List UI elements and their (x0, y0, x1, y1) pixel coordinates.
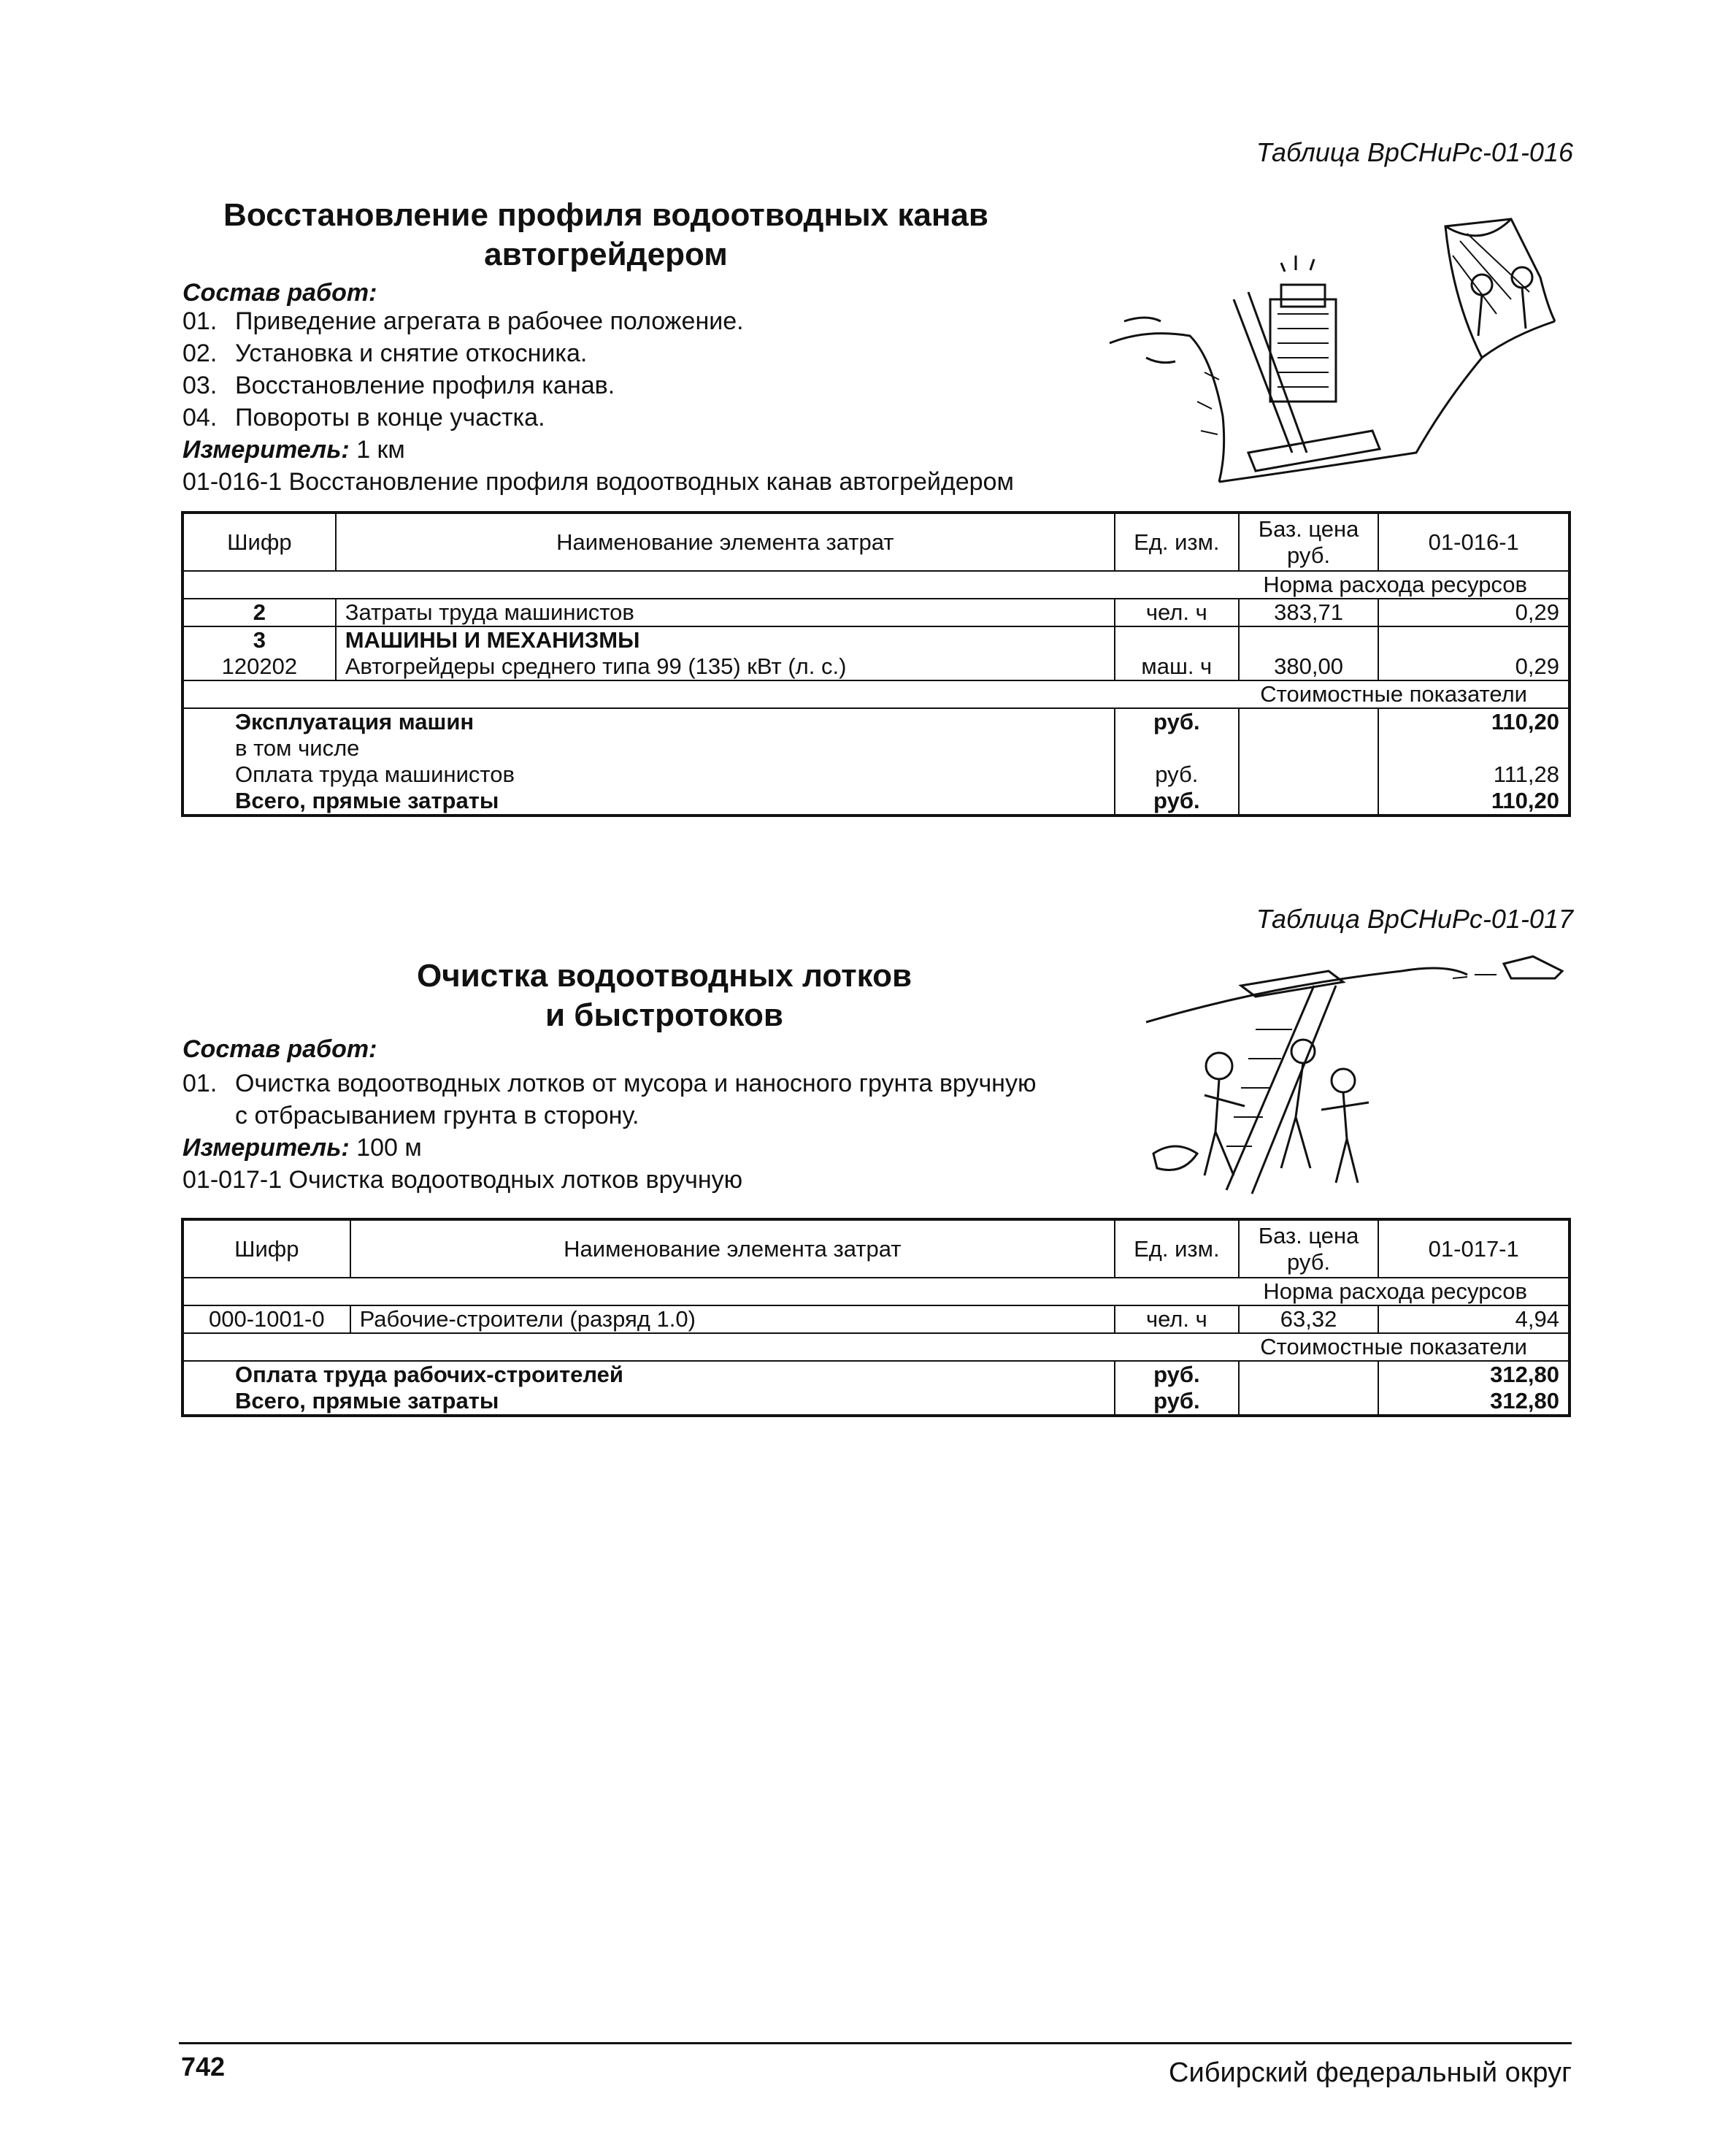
header-name: Наименование элемента затрат (350, 1219, 1115, 1278)
title-line-2: и быстротоков (545, 997, 783, 1033)
table-row (183, 626, 1570, 653)
band-costs: Стоимостные показатели (183, 680, 1570, 708)
measure-line (183, 434, 1014, 466)
work-step (183, 305, 1014, 337)
cost-name: Всего, прямые затраты (183, 1388, 1115, 1416)
header-unit: Ед. изм. (1115, 513, 1239, 571)
work-step (183, 337, 1014, 369)
header-name: Наименование элемента затрат (336, 513, 1115, 571)
cost-unit: руб. (1115, 1361, 1239, 1388)
cell-unit: чел. ч (1115, 1305, 1239, 1333)
cost-name: Оплата труда рабочих-строителей (183, 1361, 1115, 1388)
cell-name: МАШИНЫ И МЕХАНИЗМЫ (336, 626, 1115, 653)
step-text: Повороты в конце участка. (235, 404, 545, 431)
measure-value: 100 м (356, 1134, 422, 1162)
step-text: Очистка водоотводных лотков от мусора и наносного грунта вручную (235, 1070, 1037, 1097)
cost-value: 312,80 (1378, 1388, 1570, 1416)
work-steps-list (183, 305, 1014, 498)
band-row (183, 680, 1570, 708)
cost-name: Эксплуатация машин (183, 708, 1115, 735)
cell-unit: маш. ч (1115, 653, 1239, 680)
cell-name: Автогрейдеры среднего типа 99 (135) кВт (л. с.) (336, 653, 1115, 680)
table-header-row (183, 513, 1570, 571)
step-number: 01. (183, 1070, 218, 1097)
cell-price: 383,71 (1239, 599, 1379, 626)
workers-illustration (1124, 942, 1577, 1205)
header-unit: Ед. изм. (1115, 1219, 1239, 1278)
norm-line: 01-016-1 Восстановление профиля водоотводных канав автогрейдером (183, 468, 1014, 496)
section-title-017 (277, 956, 1051, 1035)
step-number: 03. (183, 372, 218, 399)
work-steps-list (183, 1067, 1036, 1196)
header-norm: 01-017-1 (1378, 1219, 1570, 1278)
table-label-016: Таблица ВрСНиРс-01-016 (1256, 137, 1573, 167)
cell-value: 4,94 (1378, 1305, 1570, 1333)
cell-price: 380,00 (1239, 653, 1379, 680)
footer-divider (179, 2042, 1572, 2044)
band-row (183, 571, 1570, 599)
step-number: 04. (183, 404, 218, 431)
cost-row (183, 708, 1570, 735)
cost-value (1378, 735, 1570, 761)
cost-value: 111,28 (1378, 761, 1570, 788)
district-name: Сибирский федеральный округ (1169, 2057, 1572, 2088)
step-number: 01. (183, 307, 218, 335)
step-text: Установка и снятие откосника. (235, 339, 588, 367)
measure-label: Измеритель: (183, 436, 350, 464)
header-price: Баз. цена руб. (1239, 513, 1379, 571)
band-row (183, 1333, 1570, 1361)
cost-value: 110,20 (1378, 708, 1570, 735)
table-row (183, 1305, 1570, 1333)
cost-unit (1115, 735, 1239, 761)
resource-table-016 (181, 511, 1571, 817)
cost-unit: руб. (1115, 1388, 1239, 1416)
work-step (183, 369, 1014, 402)
header-code: Шифр (183, 1219, 350, 1278)
cell-name: Затраты труда машинистов (336, 599, 1115, 626)
cell-name: Рабочие-строители (разряд 1.0) (350, 1305, 1115, 1333)
cell-code: 2 (183, 599, 336, 626)
section-title-016 (183, 196, 1029, 275)
table-label-017: Таблица ВрСНиРс-01-017 (1256, 904, 1573, 934)
header-code: Шифр (183, 513, 336, 571)
measure-label: Измеритель: (183, 1134, 350, 1162)
norm-line: 01-017-1 Очистка водоотводных лотков вручную (183, 1166, 743, 1194)
work-step (183, 1067, 1036, 1100)
measure-line (183, 1132, 1036, 1164)
cost-row (183, 1361, 1570, 1388)
band-resources: Норма расхода ресурсов (183, 571, 1570, 599)
cost-name: Всего, прямые затраты (183, 788, 1115, 816)
step-text: Восстановление профиля канав. (235, 372, 615, 399)
cost-name: в том числе (183, 735, 1115, 761)
work-step (183, 402, 1014, 434)
cell-unit: чел. ч (1115, 599, 1239, 626)
header-price: Баз. цена руб. (1239, 1219, 1379, 1278)
band-row (183, 1278, 1570, 1305)
cell-unit (1115, 626, 1239, 653)
title-line-1: Восстановление профиля водоотводных канав (223, 197, 988, 233)
composition-heading: Состав работ: (183, 1035, 377, 1063)
cell-value: 0,29 (1378, 653, 1570, 680)
band-resources: Норма расхода ресурсов (183, 1278, 1570, 1305)
cost-value: 110,20 (1378, 788, 1570, 816)
resource-table-017 (181, 1218, 1571, 1417)
cell-value (1378, 626, 1570, 653)
cell-price (1239, 626, 1379, 653)
header-norm: 01-016-1 (1378, 513, 1570, 571)
cell-value: 0,29 (1378, 599, 1570, 626)
title-line-1: Очистка водоотводных лотков (416, 958, 913, 994)
page-number: 742 (181, 2052, 226, 2082)
band-costs: Стоимостные показатели (183, 1333, 1570, 1361)
cell-price: 63,32 (1239, 1305, 1379, 1333)
step-text: Приведение агрегата в рабочее положение. (235, 307, 744, 335)
step-number: 02. (183, 339, 218, 367)
cell-code: 120202 (183, 653, 336, 680)
cost-value: 312,80 (1378, 1361, 1570, 1388)
cost-unit: руб. (1115, 708, 1239, 735)
cell-code: 3 (183, 626, 336, 653)
cost-unit: руб. (1115, 761, 1239, 788)
cost-name: Оплата труда машинистов (183, 761, 1115, 788)
title-line-2: автогрейдером (484, 237, 728, 272)
cost-price-empty (1239, 1361, 1379, 1416)
work-step-continued: с отбрасыванием грунта в сторону. (235, 1102, 639, 1129)
measure-value: 1 км (356, 436, 405, 464)
cost-price-empty (1239, 708, 1379, 816)
composition-heading: Состав работ: (183, 279, 377, 307)
grader-illustration (1102, 212, 1570, 489)
table-row (183, 599, 1570, 626)
table-header-row (183, 1219, 1570, 1278)
table-row (183, 653, 1570, 680)
cell-code: 000-1001-0 (183, 1305, 350, 1333)
cost-unit: руб. (1115, 788, 1239, 816)
